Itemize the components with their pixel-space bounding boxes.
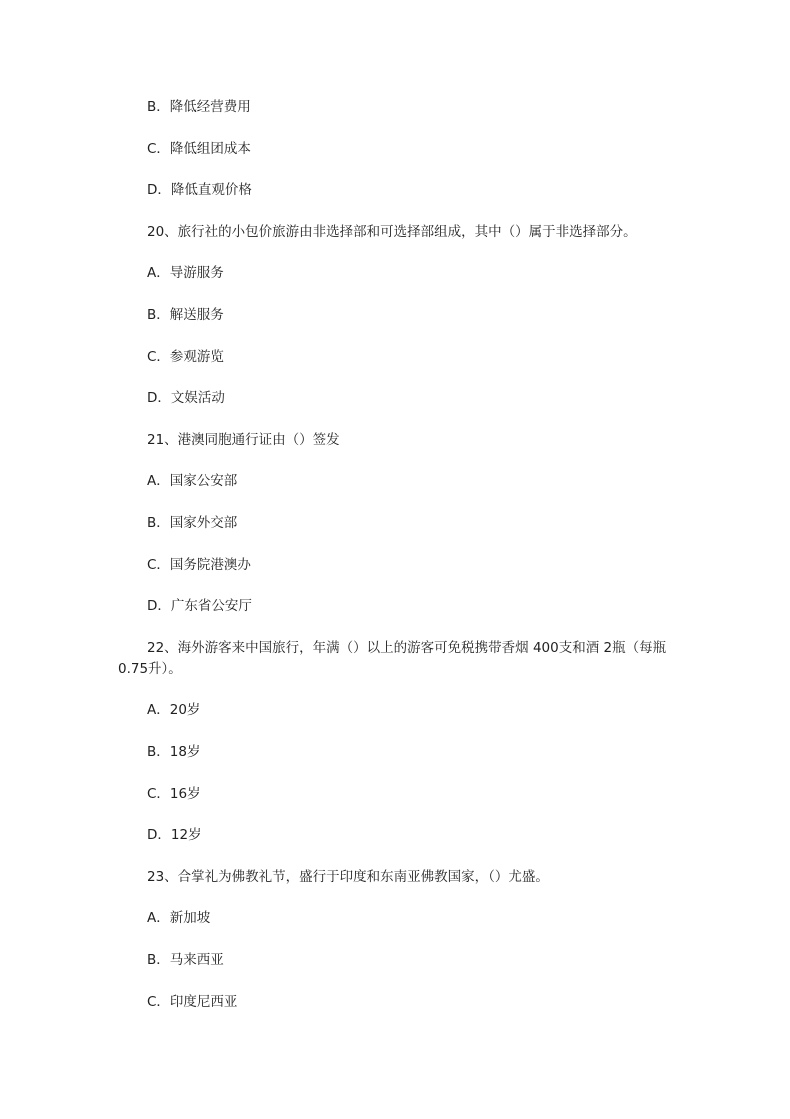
option-c-q21: C．国务院港澳办 <box>147 557 251 573</box>
question-20: 20、旅行社的小包价旅游由非选择部和可选择部组成，其中（）属于非选择部分。 <box>147 224 637 240</box>
option-b-q20: B．解送服务 <box>147 307 224 323</box>
question-21: 21、港澳同胞通行证由（）签发 <box>147 432 340 448</box>
option-a-q21: A．国家公安部 <box>147 473 238 489</box>
option-b-q22: B．18岁 <box>147 744 201 760</box>
option-a-q22: A．20岁 <box>147 702 201 718</box>
option-b-q21: B．国家外交部 <box>147 515 238 531</box>
option-d-q19: D．降低直观价格 <box>147 182 252 198</box>
option-d-q21: D．广东省公安厅 <box>147 598 252 614</box>
question-23: 23、合掌礼为佛教礼节，盛行于印度和东南亚佛教国家，（）尤盛。 <box>147 869 549 885</box>
option-a-q23: A．新加坡 <box>147 910 211 926</box>
option-d-q22: D．12岁 <box>147 827 202 843</box>
option-c-q23: C．印度尼西亚 <box>147 994 238 1010</box>
option-d-q20: D．文娱活动 <box>147 390 225 406</box>
option-c-q22: C．16岁 <box>147 786 201 802</box>
option-b-q23: B．马来西亚 <box>147 952 224 968</box>
option-c-q20: C．参观游览 <box>147 349 224 365</box>
question-22: 22、海外游客来中国旅行，年满（）以上的游客可免税携带香烟 400支和酒 2瓶（每瓶 0.75升）。 <box>118 640 667 677</box>
option-a-q20: A．导游服务 <box>147 265 224 281</box>
option-b-q19: B．降低经营费用 <box>147 99 251 115</box>
option-c-q19: C．降低组团成本 <box>147 141 251 157</box>
